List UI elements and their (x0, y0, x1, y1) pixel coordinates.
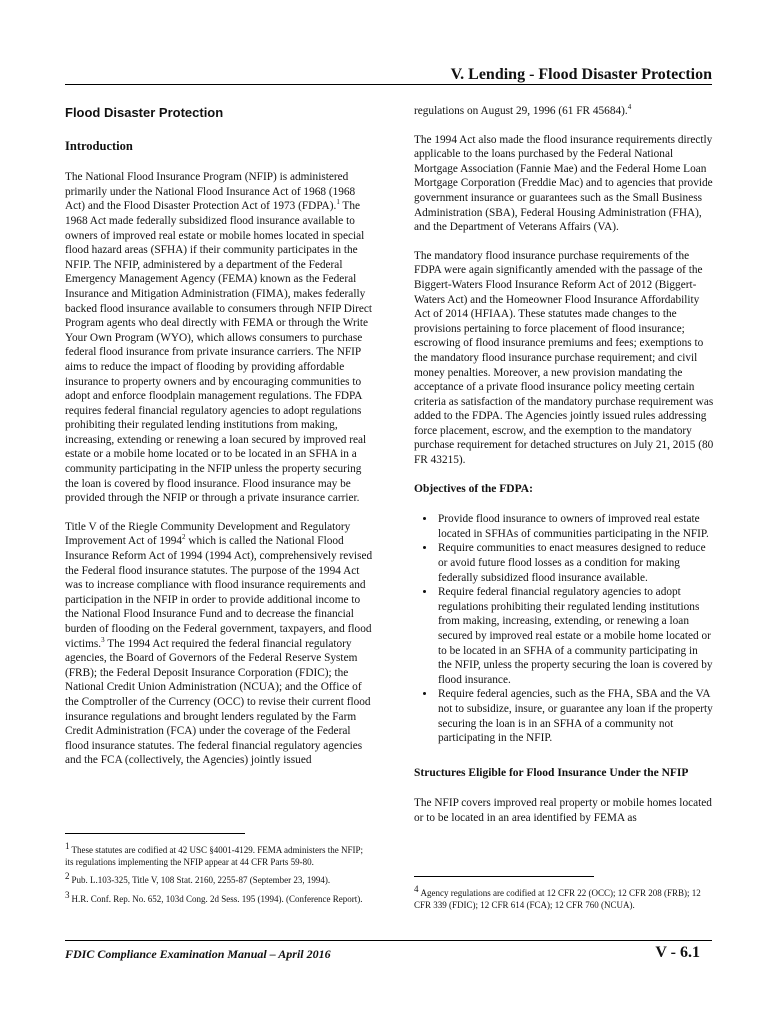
right-column (414, 104, 714, 840)
structures-heading: Structures Eligible for Flood Insurance Under the NFIP (414, 766, 689, 779)
footnotes-left (65, 841, 365, 908)
list-item: • Require federal financial regulatory agencies to adopt regulations prohibiting their regulated lending institutions from making, increasing, extending, or renewing a loan secured by improved real estate or a mobile home located or to be located in an SFHA of a community participating in the NFIP, unless the property securing the loan is covered by flood insurance. (436, 585, 714, 687)
objectives-heading: Objectives of the FDPA: (414, 482, 533, 495)
footnote-divider-left (65, 833, 245, 834)
footnotes-right (414, 884, 714, 914)
objectives-list (414, 512, 714, 746)
footnote: 4 Agency regulations are codified at 12 CFR 22 (OCC); 12 CFR 208 (FRB); 12 CFR 339 (FDIC); 12 CFR 614 (FCA); 12 CFR 760 (NCUA). (414, 884, 701, 910)
right-paragraph-1: The 1994 Act also made the flood insurance requirements directly applicable to the loans purchased by the Federal National Mortgage Association (Fannie Mae) and the Federal Home Loan Mortgage Corporation (Freddie Mac) and to agencies that provide government insurance or guarantees such as the Small Business Administration (SBA), Federal Housing Administration (FHA), and the Department of Veterans Affairs (VA). (414, 133, 713, 234)
footer-manual-title: FDIC Compliance Examination Manual – April 2016 (65, 947, 331, 961)
right-paragraph-3: The NFIP covers improved real property or mobile homes located or to be located in an area identified by FEMA as (414, 797, 712, 824)
page-number: V - 6.1 (655, 944, 700, 961)
footnote-ref-2[interactable]: 2 (182, 533, 186, 542)
intro-paragraph-1: The National Flood Insurance Program (NFIP) is administered primarily under the National Flood Insurance Act of 1968 (1968 Act) and the Flood Disaster Protection Act of 1973 (FDPA).$^1$ The 1968 Act made federally subsidized flood insurance available to owners of improved real estate or mobile homes located in special flood hazard areas (SFHA) if their community participates in the NFIP. The NFIP, administered by a department of the Federal Emergency Management Agency (FEMA) known as the Federal Insurance and Mitigation Administration (FIMA), makes federally backed flood insurance available to consumers through NFIP Direct Program agents who deal directly with FEMA or through the Write Your Own Program (WYO), which allows consumers to purchase federal flood insurance from private insurance carriers. The NFIP aims to reduce the impact of flooding by providing affordable insurance to property owners and by encouraging communities to adopt and enforce floodplain management regulations. The FDPA requires federal financial regulatory agencies to adopt regulations prohibiting their regulated lending institutions from making, increasing, extending or renewing a loan secured by improved real estate or a mobile home located or to be located in an SFHA in a community participating in the NFIP unless the property securing the loan is covered by flood insurance. Flood insurance may be provided through the NFIP or through a private insurance carrier. (65, 171, 373, 505)
footer-divider (65, 940, 712, 941)
left-column (65, 104, 373, 782)
footnote-ref-3[interactable]: 3 (101, 635, 105, 644)
list-item: • Provide flood insurance to owners of improved real estate located in SFHAs of communities participating in the NFIP. (436, 512, 714, 541)
introduction-heading: Introduction (65, 138, 133, 153)
right-paragraph-0: regulations on August 29, 1996 (61 FR 45684).$^4$ (414, 103, 632, 117)
header-divider (65, 84, 712, 85)
footnote-divider-right (414, 876, 594, 877)
intro-paragraph-2: Title V of the Riegle Community Development and Regulatory Improvement Act of 1994$^2$ which is called the National Flood Insurance Reform Act of 1994 (1994 Act), comprehensively revised the Federal flood insurance statutes. The purpose of the 1994 Act was to increase compliance with flood insurance requirements and participation in the NFIP in order to provide additional income to the National Flood Insurance Fund and to decrease the financial burden of flooding on the Federal government, taxpayers, and flood victims.$^3$ The 1994 Act required the federal financial regulatory agencies, the Board of Governors of the Federal Reserve System (FRB); the Federal Deposit Insurance Corporation (FDIC); the National Credit Union Administration (NCUA); and the Office of the Comptroller of the Currency (OCC) to revise their current flood insurance regulations and brought lenders regulated by the Farm Credit Administration (FCA) under the coverage of the Federal flood insurance statutes. The federal financial regulatory agencies and the FCA (collectively, the Agencies) jointly issued (65, 520, 373, 767)
list-item: • Require communities to enact measures designed to reduce or avoid future flood losses as a condition for making federally subsidized flood insurance available. (436, 541, 714, 585)
footnote: 3 H.R. Conf. Rep. No. 652, 103d Cong. 2d Sess. 195 (1994). (Conference Report). (65, 889, 363, 904)
footnote: 1 These statutes are codified at 42 USC §4001-4129. FEMA administers the NFIP; its regulations implementing the NFIP appear at 44 CFR Parts 59-80. (65, 841, 363, 867)
section-title: Flood Disaster Protection (65, 105, 224, 120)
footnote-ref-4[interactable]: 4 (627, 103, 632, 112)
list-item: • Require federal agencies, such as the FHA, SBA and the VA not to subsidize, insure, or guarantee any loan if the property securing the loan is in an SFHA of a community not participating in the NFIP. (436, 687, 714, 745)
footnote-ref-1[interactable]: 1 (336, 198, 340, 207)
footnote: 2 Pub. L.103-325, Title V, 108 Stat. 2160, 2255-87 (September 23, 1994). (65, 871, 331, 885)
right-paragraph-2: The mandatory flood insurance purchase requirements of the FDPA were again significantly amended with the passage of the Biggert-Waters Flood Insurance Reform Act of 2012 (Biggert-Waters Act) and the Homeowner Flood Insurance Affordability Act of 2014 (HFIAA). These statutes made changes to the provisions pertaining to force placement of flood insurance; escrowing of flood insurance premiums and fees; exemptions to the mandatory flood insurance purchase requirement; and civil money penalties. Moreover, a new provision mandating the acceptance of a private flood insurance policy meeting certain criteria as satisfaction of the mandatory purchase requirement was added to the FDPA. The Agencies jointly issued rules addressing force placement, escrow, and the exemption to the mandatory purchase requirement for detached structures on July 21, 2015 (80 FR 43215). (414, 249, 714, 467)
page-header-title: V. Lending - Flood Disaster Protection (450, 66, 712, 83)
